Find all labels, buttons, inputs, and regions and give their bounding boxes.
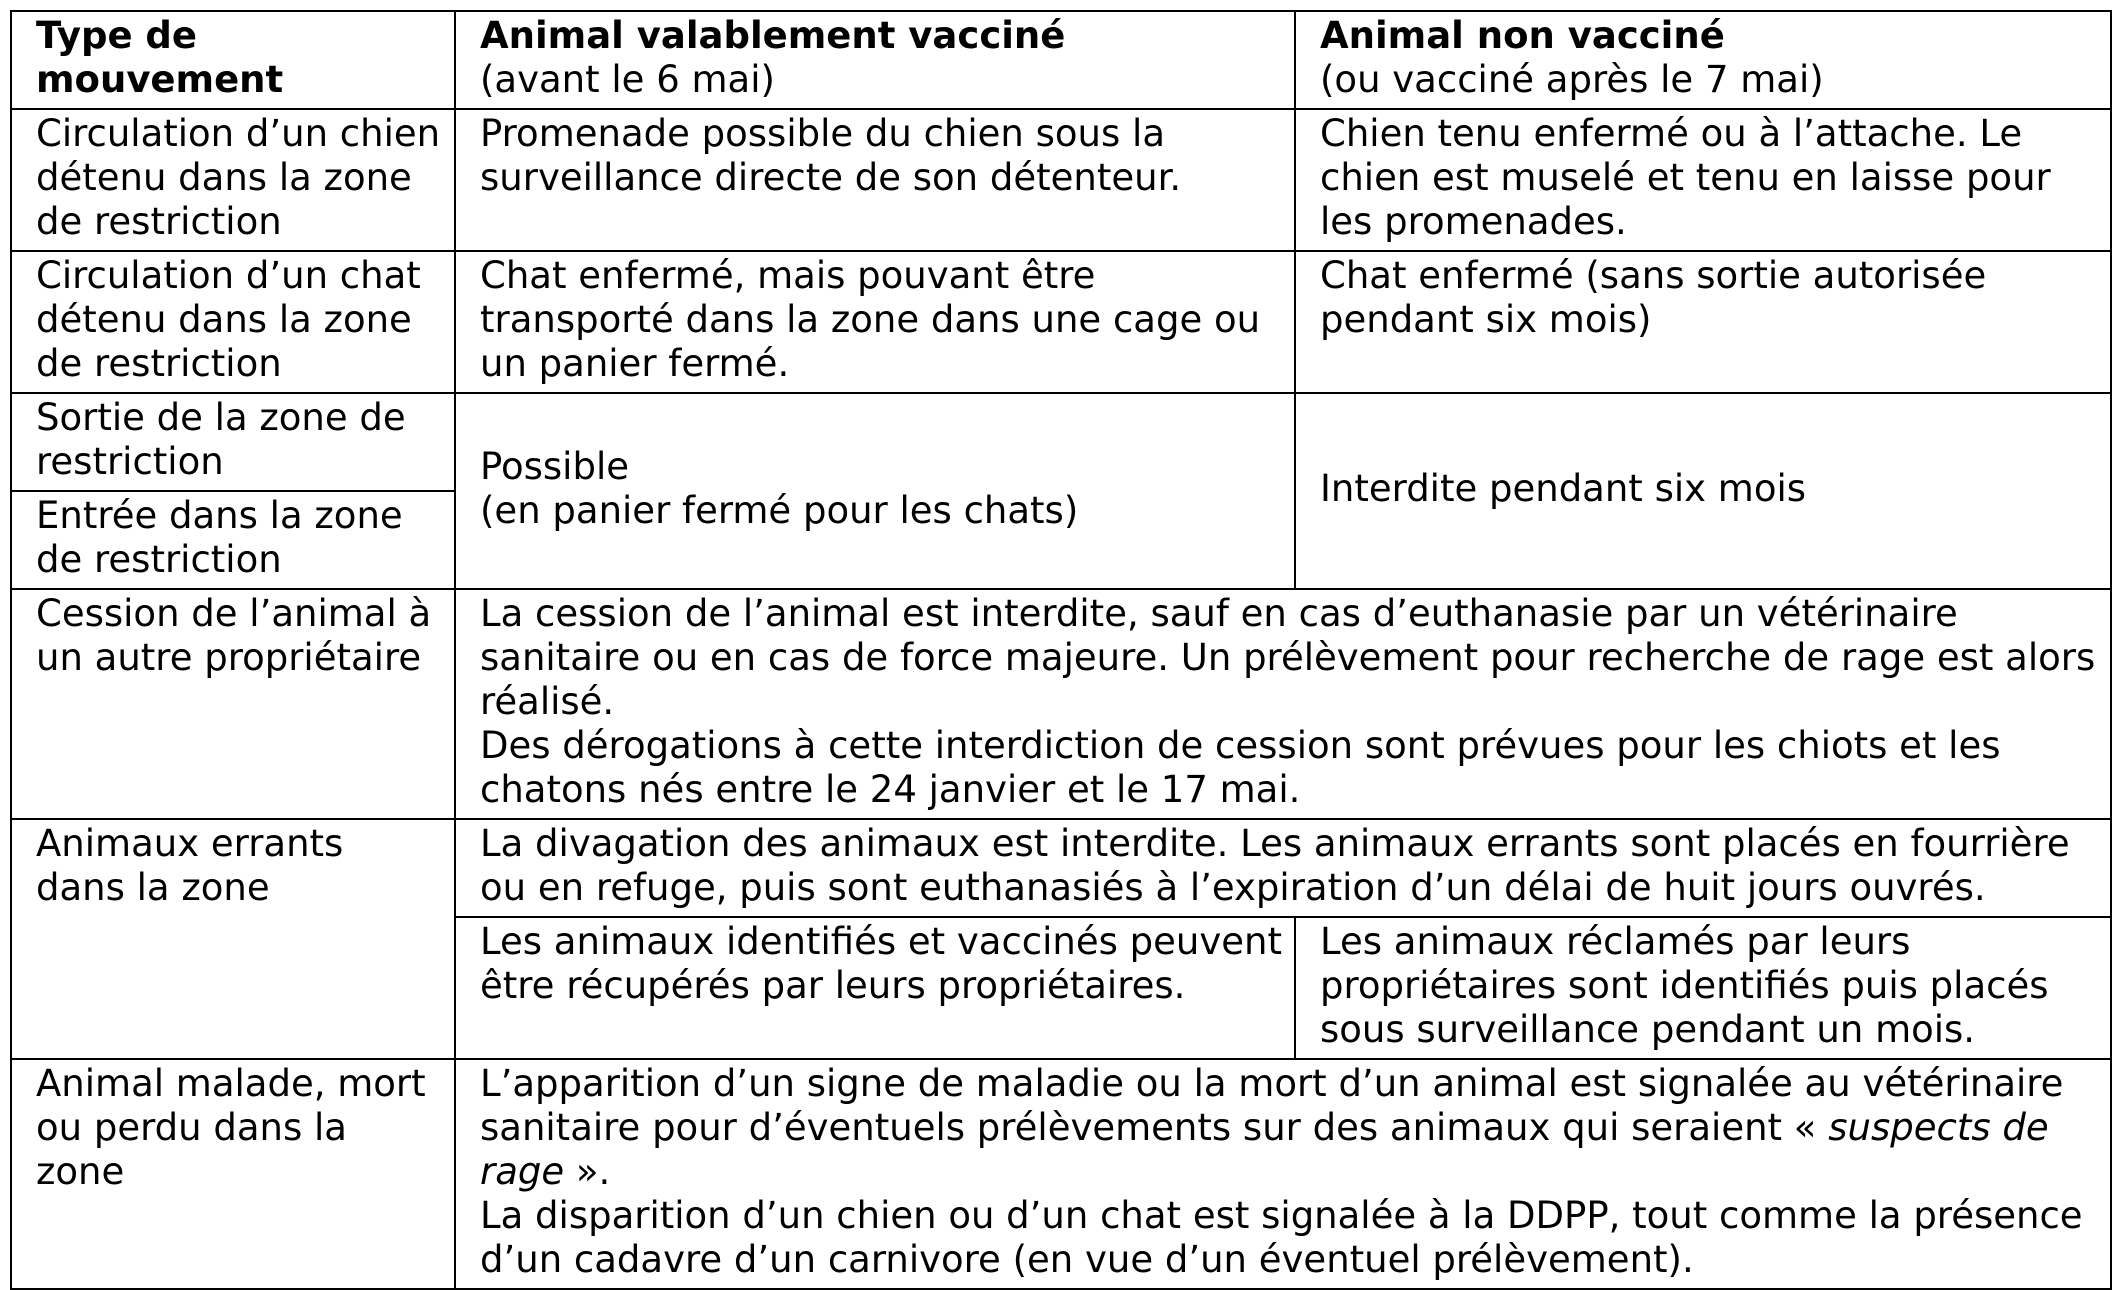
table-row-chat [11,251,2111,393]
header-vaccinated-sub: (avant le 6 mai) [480,58,775,101]
table-row-chien [11,109,2111,251]
malade-para1 [480,1062,2098,1194]
table-row-cession [11,589,2111,819]
cell-sortie-entree-vaccine [455,393,1295,589]
cession-para1: La cession de l’animal est interdite, sauf en cas d’euthanasie par un vétérinaire sanitaire ou en cas de force majeure. Un prélèvement pour recherche de rage est alors réalisé. [480,592,2096,723]
sortie-vaccine-line2: (en panier fermé pour les chats) [480,489,1079,532]
table-row-sortie [11,393,2111,491]
cell-entree-type: Entrée dans la zone de restriction [11,491,455,589]
cell-sortie-type: Sortie de la zone de restriction [11,393,455,491]
cell-chien-non-vaccine: Chien tenu enfermé ou à l’attache. Le chien est muselé et tenu en laisse pour les promenades. [1295,109,2111,251]
table-row-errants [11,819,2111,917]
malade-para1-start: L’apparition d’un signe de maladie ou la mort d’un animal est signalée au vétérinaire sanitaire pour d’éventuels prélèvements sur des animaux qui seraient « [480,1062,2064,1149]
header-vaccinated [455,11,1295,109]
header-unvaccinated-title: Animal non vacciné [1320,14,1725,57]
cell-chien-type: Circulation d’un chien détenu dans la zone de restriction [11,109,455,251]
malade-para1-end: ». [564,1150,611,1193]
sortie-vaccine-line1: Possible [480,445,629,488]
header-type [11,11,455,109]
cell-malade-rule [455,1059,2111,1289]
header-vaccinated-title: Animal valablement vacciné [480,14,1066,57]
cell-cession-rule [455,589,2111,819]
cell-chat-non-vaccine: Chat enfermé (sans sortie autorisée pendant six mois) [1295,251,2111,393]
header-unvaccinated [1295,11,2111,109]
cell-chien-vaccine: Promenade possible du chien sous la surveillance directe de son détenteur. [455,109,1295,251]
cell-cession-type: Cession de l’animal à un autre propriétaire [11,589,455,819]
table-row-malade [11,1059,2111,1289]
cell-errants-non-vaccine: Les animaux réclamés par leurs propriétaires sont identifiés puis placés sous surveillance pendant un mois. [1295,917,2111,1059]
rabies-rules-table [10,10,2112,1290]
malade-para2: La disparition d’un chien ou d’un chat est signalée à la DDPP, tout comme la présence d’un cadavre d’un carnivore (en vue d’un éventuel prélèvement). [480,1194,2083,1281]
cell-errants-common: La divagation des animaux est interdite. Les animaux errants sont placés en fourrière ou en refuge, puis sont euthanasiés à l’expiration d’un délai de huit jours ouvrés. [455,819,2111,917]
cession-para2: Des dérogations à cette interdiction de cession sont prévues pour les chiots et les chatons nés entre le 24 janvier et le 17 mai. [480,724,2001,811]
header-unvaccinated-sub: (ou vacciné après le 7 mai) [1320,58,1824,101]
malade-para1-italic: suspects de rage [480,1106,2049,1193]
header-type-label: Type de mouvement [36,14,284,101]
cell-malade-type: Animal malade, mort ou perdu dans la zone [11,1059,455,1289]
cell-errants-vaccine: Les animaux identifiés et vaccinés peuvent être récupérés par leurs propriétaires. [455,917,1295,1059]
cell-chat-type: Circulation d’un chat détenu dans la zone de restriction [11,251,455,393]
cell-errants-type: Animaux errants dans la zone [11,819,455,1059]
cell-chat-vaccine: Chat enfermé, mais pouvant être transporté dans la zone dans une cage ou un panier fermé. [455,251,1295,393]
cell-sortie-entree-non-vaccine: Interdite pendant six mois [1295,393,2111,589]
header-row [11,11,2111,109]
